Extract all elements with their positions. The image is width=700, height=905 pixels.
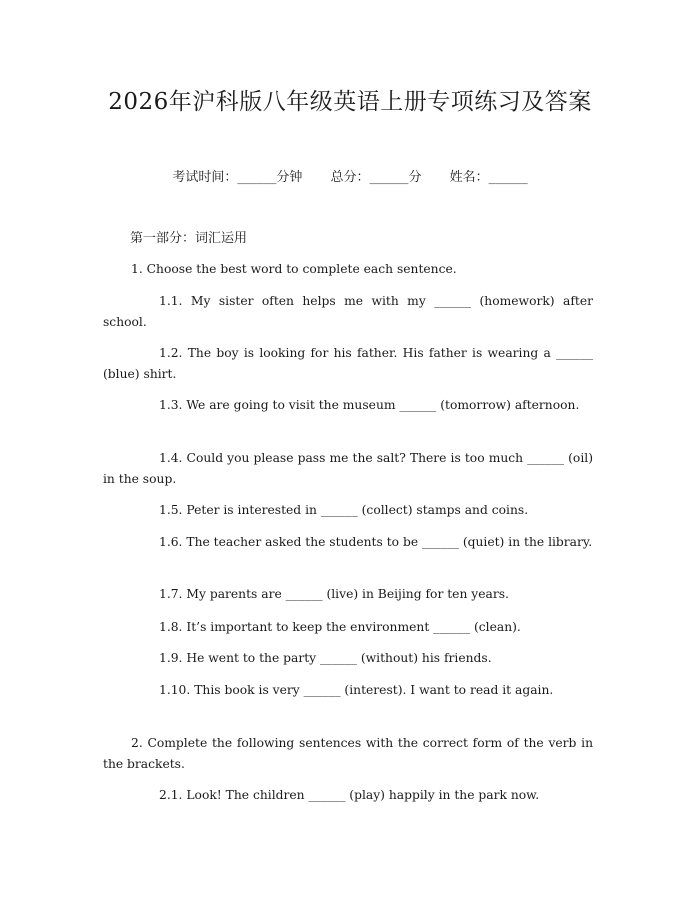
question-item: 1.1. My sister often helps me with my ______ (homework) after school. bbox=[103, 294, 593, 329]
question-item: 1.6. The teacher asked the students to be ______ (quiet) in the library. bbox=[159, 535, 593, 549]
question-item: 1.5. Peter is interested in ______ (collect) stamps and coins. bbox=[159, 503, 529, 517]
question-1-heading: 1. Choose the best word to complete each sentence. bbox=[131, 262, 457, 276]
question-item: 1.7. My parents are ______ (live) in Beijing for ten years. bbox=[159, 587, 509, 601]
question-item: 1.10. This book is very ______ (interest). I want to read it again. bbox=[159, 683, 554, 697]
total-score-field: 总分：______分 bbox=[330, 170, 422, 185]
exam-time-field: 考试时间：______分钟 bbox=[172, 170, 303, 185]
question-item: 1.8. It’s important to keep the environment ______ (clean). bbox=[159, 620, 521, 634]
exam-info-line bbox=[0, 168, 700, 188]
question-item: 2.1. Look! The children ______ (play) happily in the park now. bbox=[159, 788, 540, 802]
section-heading: 第一部分：词汇运用 bbox=[130, 231, 248, 246]
question-item: 1.9. He went to the party ______ (without) his friends. bbox=[159, 651, 492, 665]
student-name-field: 姓名：______ bbox=[449, 170, 528, 185]
question-2-heading: 2. Complete the following sentences with the correct form of the verb in the brackets. bbox=[103, 736, 593, 771]
question-item: 1.3. We are going to visit the museum ______ (tomorrow) afternoon. bbox=[159, 398, 580, 412]
question-item: 1.4. Could you please pass me the salt? There is too much ______ (oil) in the soup. bbox=[103, 451, 593, 486]
question-item: 1.2. The boy is looking for his father. His father is wearing a ______ (blue) shirt. bbox=[103, 346, 593, 381]
page-title: 2026年沪科版八年级英语上册专项练习及答案 bbox=[108, 89, 592, 115]
